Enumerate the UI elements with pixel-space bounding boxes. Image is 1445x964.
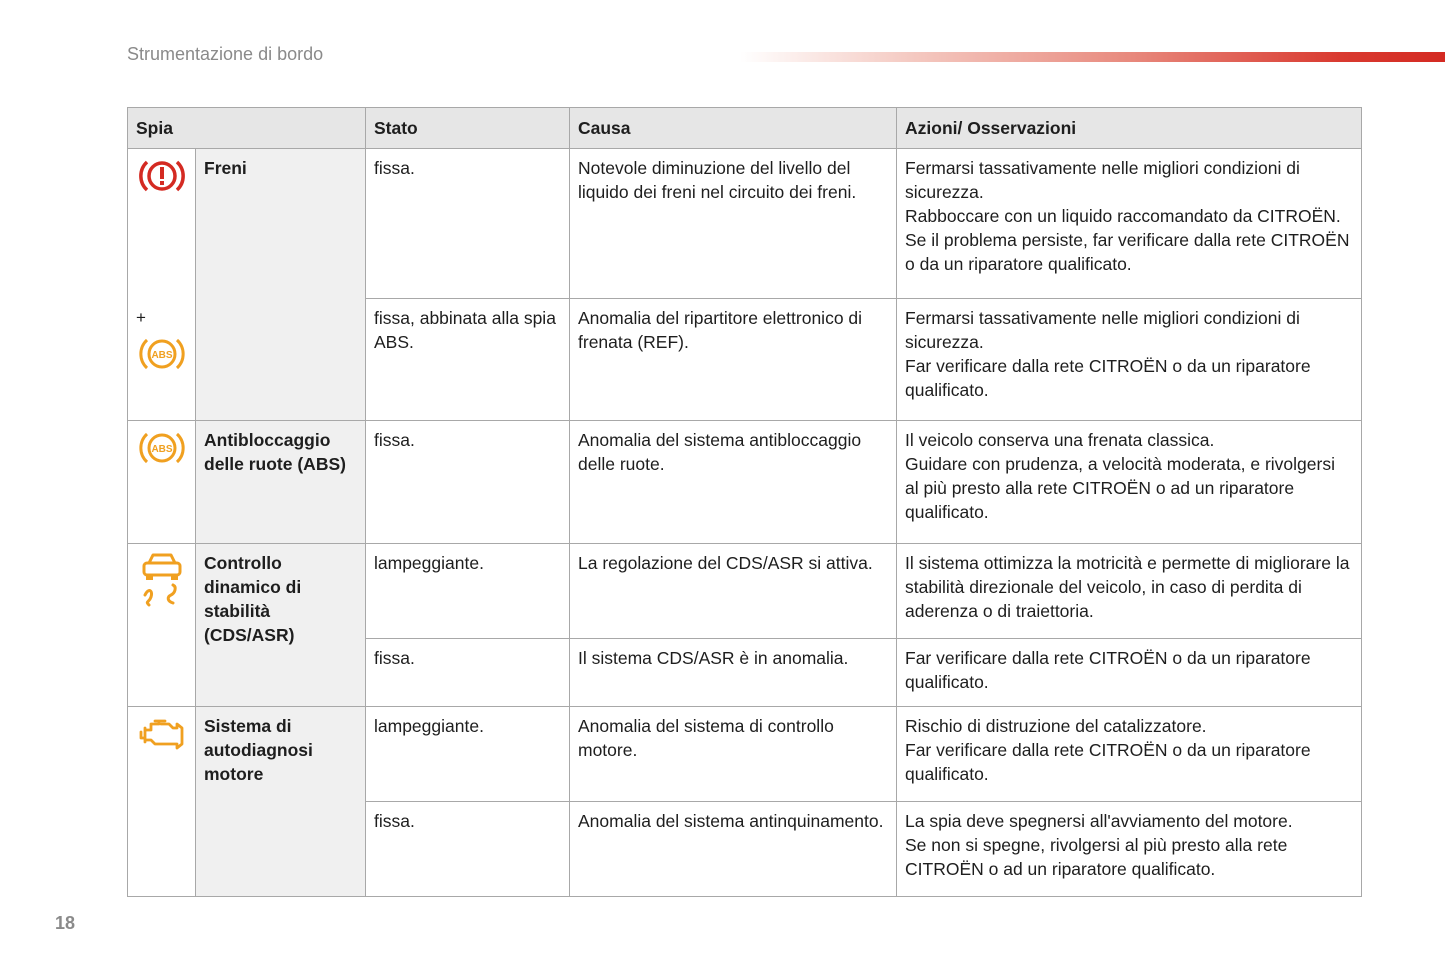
icon-cell-freni [128,149,196,421]
column-header-causa: Causa [570,108,897,149]
page-header-title: Strumentazione di bordo [127,44,324,64]
causa-cell: Anomalia del sistema antibloccaggio delle ruote. [570,421,897,544]
azioni-line: Far verificare dalla rete CITROËN o da un riparatore qualificato. [905,648,1311,692]
column-header-azioni: Azioni/ Osservazioni [897,108,1362,149]
abs-warning-icon [137,428,187,468]
causa-cell: Il sistema CDS/ASR è in anomalia. [570,639,897,707]
svg-text:ABS: ABS [150,444,173,455]
header-accent-bar [740,52,1445,62]
causa-cell: Anomalia del sistema antinquinamento. [570,802,897,897]
azioni-line: Rabboccare con un liquido raccomandato da CITROËN. [905,206,1341,226]
icon-cell-abs [128,421,196,544]
azioni-line: Far verificare dalla rete CITROËN o da un riparatore qualificato. [905,356,1311,400]
causa-cell: La regolazione del CDS/ASR si attiva. [570,544,897,639]
azioni-line: Far verificare dalla rete CITROËN o da un riparatore qualificato. [905,740,1311,784]
causa-cell: Anomalia del sistema di controllo motore. [570,707,897,802]
column-header-spia: Spia [128,108,366,149]
page-number: 18 [55,913,76,933]
light-name-abs: Antibloccaggio delle ruote (ABS) [196,421,366,544]
causa-cell: Notevole diminuzione del livello del liquido dei freni nel circuito dei freni. [570,149,897,299]
svg-text:ABS: ABS [150,350,173,361]
azioni-line: La spia deve spegnersi all'avviamento del motore. [905,811,1293,831]
table-row [128,544,1362,639]
light-name-freni: Freni [196,149,366,421]
azioni-line: Se il problema persiste, far verificare dalla rete CITROËN o da un riparatore qualificato. [905,230,1350,274]
azioni-line: Rischio di distruzione del catalizzatore. [905,716,1207,736]
icon-cell-motore [128,707,196,897]
stato-cell: lampeggiante. [366,707,570,802]
azioni-cell [897,707,1362,802]
table-header-row [128,108,1362,149]
stato-cell: fissa. [366,802,570,897]
azioni-line: Fermarsi tassativamente nelle migliori condizioni di sicurezza. [905,158,1300,202]
stability-control-icon [137,551,187,607]
table-row [128,149,1362,299]
azioni-line: Guidare con prudenza, a velocità moderata, e rivolgersi al più presto alla rete CITROËN o ad un riparatore qualificato. [905,454,1335,522]
stato-cell: fissa. [366,421,570,544]
engine-check-icon [137,714,187,754]
stato-cell: fissa. [366,149,570,299]
brake-warning-icon [137,156,187,196]
stato-cell: lampeggiante. [366,544,570,639]
stato-cell: fissa, abbinata alla spia ABS. [366,299,570,421]
stato-cell: fissa. [366,639,570,707]
azioni-cell [897,639,1362,707]
azioni-line: Il veicolo conserva una frenata classica. [905,430,1215,450]
column-header-stato: Stato [366,108,570,149]
abs-warning-icon [137,334,187,374]
azioni-line: Se non si spegne, rivolgersi al più presto alla rete CITROËN o ad un riparatore qualificato. [905,835,1288,879]
azioni-cell [897,802,1362,897]
table-row [128,707,1362,802]
azioni-line: Fermarsi tassativamente nelle migliori condizioni di sicurezza. [905,308,1300,352]
light-name-motore: Sistema di autodiagnosi motore [196,707,366,897]
azioni-cell [897,299,1362,421]
azioni-line: Il sistema ottimizza la motricità e permette di migliorare la stabilità direzionale del veicolo, in caso di perdita di aderenza o di traiettoria. [905,553,1350,621]
icon-cell-cds [128,544,196,707]
light-name-cds: Controllo dinamico di stabilità (CDS/ASR) [196,544,366,707]
causa-cell: Anomalia del ripartitore elettronico di frenata (REF). [570,299,897,421]
azioni-cell [897,544,1362,639]
table-row [128,421,1362,544]
azioni-cell [897,149,1362,299]
warning-lights-table [127,107,1362,897]
plus-sign: + [136,308,146,327]
azioni-cell [897,421,1362,544]
